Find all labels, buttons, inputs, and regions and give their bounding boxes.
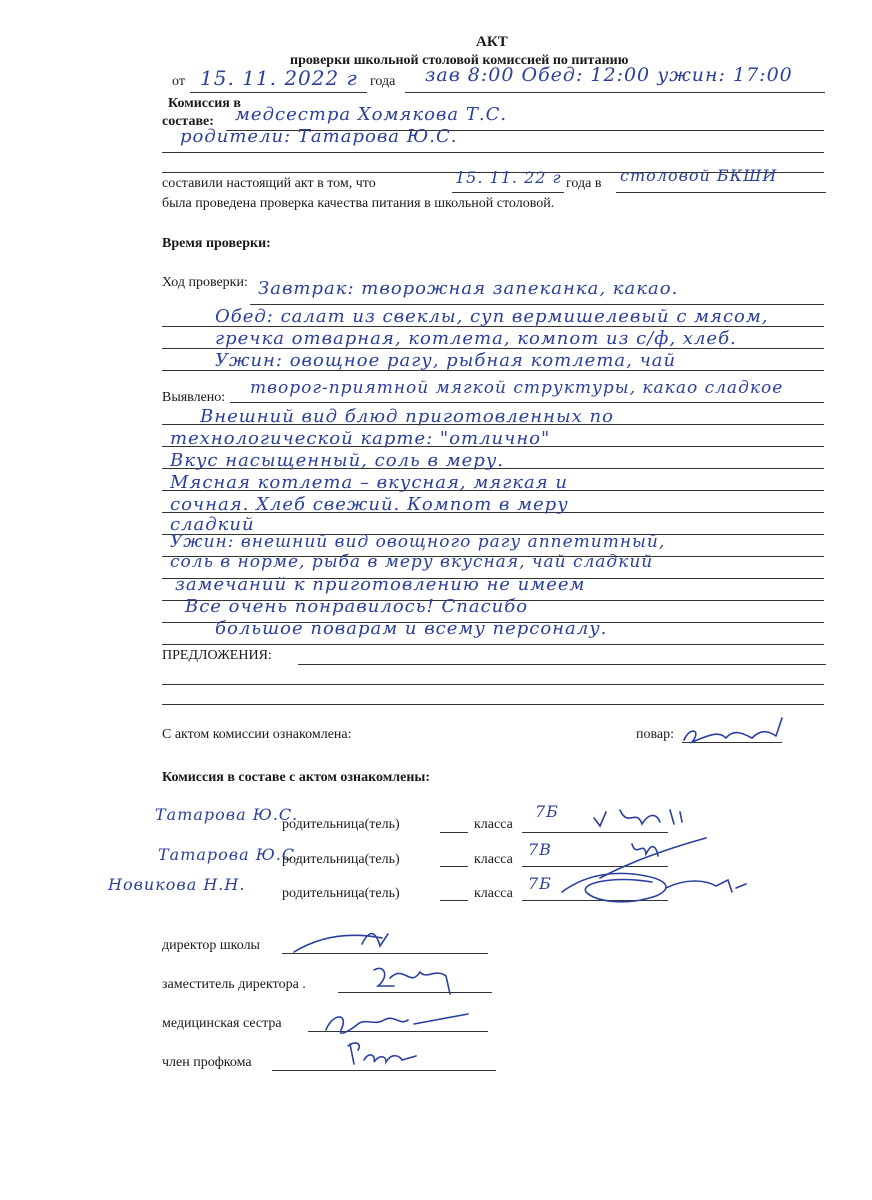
commission-label-2: составе:	[162, 114, 214, 129]
handwritten-date: 15. 11. 2022 г	[200, 66, 358, 90]
ack-row-3-role: родительница(тель)	[282, 886, 400, 901]
findings-line-11: Все очень понравилось! Спасибо	[185, 596, 529, 617]
findings-line-3: технологической карте: "отлично"	[170, 428, 551, 449]
document-title: АКТ	[476, 34, 508, 50]
progress-line-4: Ужин: овощное рагу, рыбная котлета, чай	[215, 350, 677, 371]
director-label: директор школы	[162, 938, 260, 953]
findings-line-12: большое поварам и всему персоналу.	[215, 618, 608, 639]
commission-label: Комиссия в	[168, 96, 241, 111]
union-member-label: член профкома	[162, 1055, 252, 1070]
progress-line-1: Завтрак: творожная запеканка, какао.	[258, 278, 679, 299]
ack-row-2-class-label: класса	[474, 852, 513, 867]
proposals-label: ПРЕДЛОЖЕНИЯ:	[162, 648, 272, 663]
ack-row-1-name: Татарова Ю.С.	[155, 805, 299, 824]
progress-label: Ход проверки:	[162, 275, 248, 290]
year-label: года	[370, 74, 396, 89]
handwritten-meal-times: зав 8:00 Обед: 12:00 ужин: 17:00	[425, 64, 793, 86]
findings-line-8: Ужин: внешний вид овощного рагу аппетитный,	[170, 532, 666, 552]
from-label: от	[172, 74, 185, 89]
findings-line-7: сладкий	[170, 514, 255, 535]
nurse-label: медицинская сестра	[162, 1016, 282, 1031]
acquainted-text: С актом комиссии ознакомлена:	[162, 727, 352, 742]
findings-line-6: сочная. Хлеб свежий. Компот в меру	[170, 494, 569, 515]
ack-row-2-class: 7В	[528, 840, 552, 859]
ack-row-1-class: 7Б	[535, 802, 559, 821]
compiled-text-2: была проведена проверка качества питания в школьной столовой.	[162, 196, 555, 211]
findings-line-4: Вкус насыщенный, соль в меру.	[170, 450, 504, 471]
document-subtitle: проверки школьной столовой комиссией по питанию	[290, 53, 629, 68]
ack-row-1-class-label: класса	[474, 817, 513, 832]
findings-line-1: творог-приятной мягкой структуры, какао сладкое	[250, 378, 784, 398]
progress-line-3: гречка отварная, котлета, компот из с/ф, хлеб.	[215, 328, 737, 349]
findings-line-5: Мясная котлета – вкусная, мягкая и	[170, 472, 569, 493]
deputy-director-label: заместитель директора .	[162, 977, 306, 992]
ack-row-3-signature	[556, 866, 756, 916]
ack-row-3-class-label: класса	[474, 886, 513, 901]
compiled-text: составили настоящий акт в том, что	[162, 176, 376, 191]
ack-row-2-name: Татарова Ю.С.	[158, 845, 302, 864]
commission-member-1: медсестра Хомякова Т.С.	[235, 104, 508, 125]
findings-line-10: замечаний к приготовлению не имеем	[175, 574, 586, 595]
handwritten-place: столовой БКШИ	[620, 166, 778, 185]
ack-row-1-role: родительница(тель)	[282, 817, 400, 832]
findings-line-2: Внешний вид блюд приготовленных по	[200, 406, 614, 427]
deputy-director-signature	[360, 958, 470, 1002]
progress-line-2: Обед: салат из свеклы, суп вермишелевый с мясом,	[215, 306, 769, 327]
findings-line-9: соль в норме, рыба в меру вкусная, чай сладкий	[170, 552, 654, 572]
ack-row-3-name: Новикова Н.Н.	[108, 875, 246, 894]
handwritten-check-date: 15. 11. 22 г	[455, 168, 562, 187]
findings-label: Выявлено:	[162, 390, 226, 405]
cook-signature	[678, 712, 788, 752]
commission-ack-title: Комиссия в составе с актом ознакомлены:	[162, 770, 430, 785]
commission-member-2: родители: Татарова Ю.С.	[180, 126, 458, 147]
year-in-label: года в	[566, 176, 602, 191]
check-time-label: Время проверки:	[162, 236, 271, 251]
union-member-signature	[340, 1036, 430, 1076]
cook-label: повар:	[636, 727, 675, 742]
ack-row-2-role: родительница(тель)	[282, 852, 400, 867]
ack-row-3-class: 7Б	[528, 874, 552, 893]
